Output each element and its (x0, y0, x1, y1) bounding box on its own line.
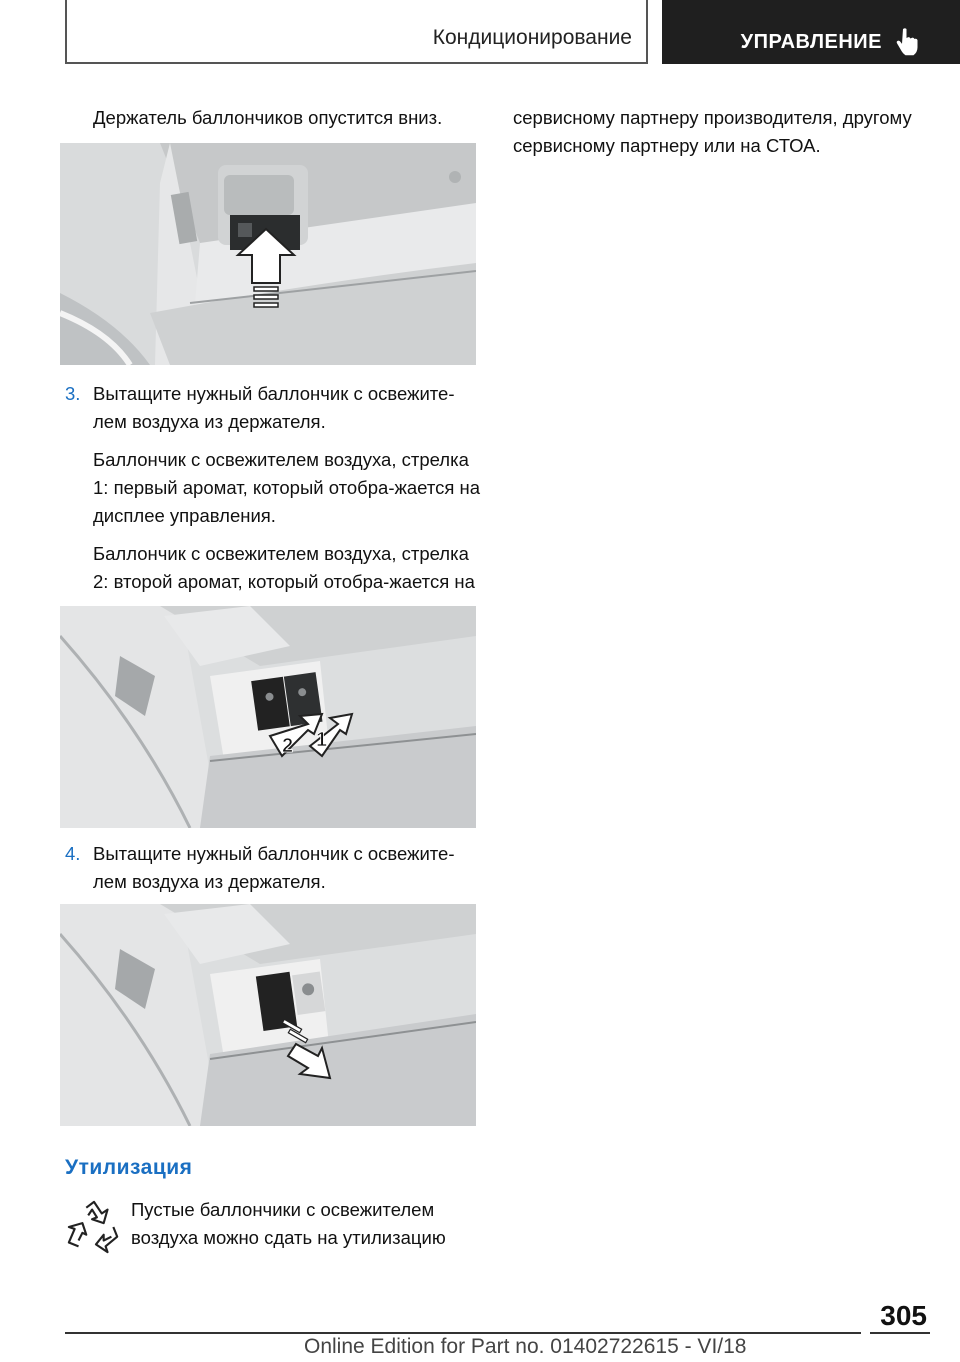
footer-rule-right (870, 1332, 930, 1334)
step-4 (65, 840, 485, 906)
step-4-instruction: Вытащите нужный баллончик с освежите-лем воздуха из держателя. (93, 843, 455, 892)
step-3-paragraph-1: Баллончик с освежителем воздуха, стрелка 1: первый аромат, который отобра-жается на дисплее управления. (93, 449, 481, 526)
intro-paragraph: Держатель баллончиков опустится вниз. (93, 107, 443, 128)
photo-canister-removal (60, 904, 476, 1126)
page-number: 305 (880, 1300, 927, 1331)
step-number: 3. (65, 383, 81, 404)
intro-text (93, 104, 483, 132)
step-number: 4. (65, 843, 81, 864)
arrow-label-2: 2 (282, 735, 294, 757)
header-chapter-tab (662, 0, 960, 64)
header-section-title: Кондиционирование (432, 26, 632, 49)
header-chapter-title: УПРАВЛЕНИЕ (740, 30, 882, 53)
photo-canister-holder (60, 606, 476, 828)
right-column-text (513, 104, 933, 160)
photo-glovebox-up (60, 143, 476, 365)
arrow-label-1: 1 (316, 729, 328, 751)
header-section-tab (65, 0, 648, 64)
step-3-paragraph-2: Баллончик с освежителем воздуха, стрелка 2: второй аромат, который отобра-жается на (93, 543, 475, 592)
recycle-icon (65, 1198, 123, 1256)
footer-edition: Online Edition for Part no. 01402722615 - VI/18 (304, 1335, 747, 1358)
hand-pointer-icon (894, 27, 920, 57)
disposal-text: Пустые баллончики с освежителем воздуха можно сдать на утилизацию (131, 1199, 446, 1248)
footer-rule (65, 1332, 861, 1334)
disposal-heading: Утилизация (65, 1156, 193, 1179)
continuation-paragraph: сервисному партнеру производителя, другому сервисному партнеру или на СТОА. (513, 107, 912, 156)
step-3 (65, 380, 485, 634)
step-3-instruction: Вытащите нужный баллончик с освежите-лем воздуха из держателя. (93, 383, 455, 432)
